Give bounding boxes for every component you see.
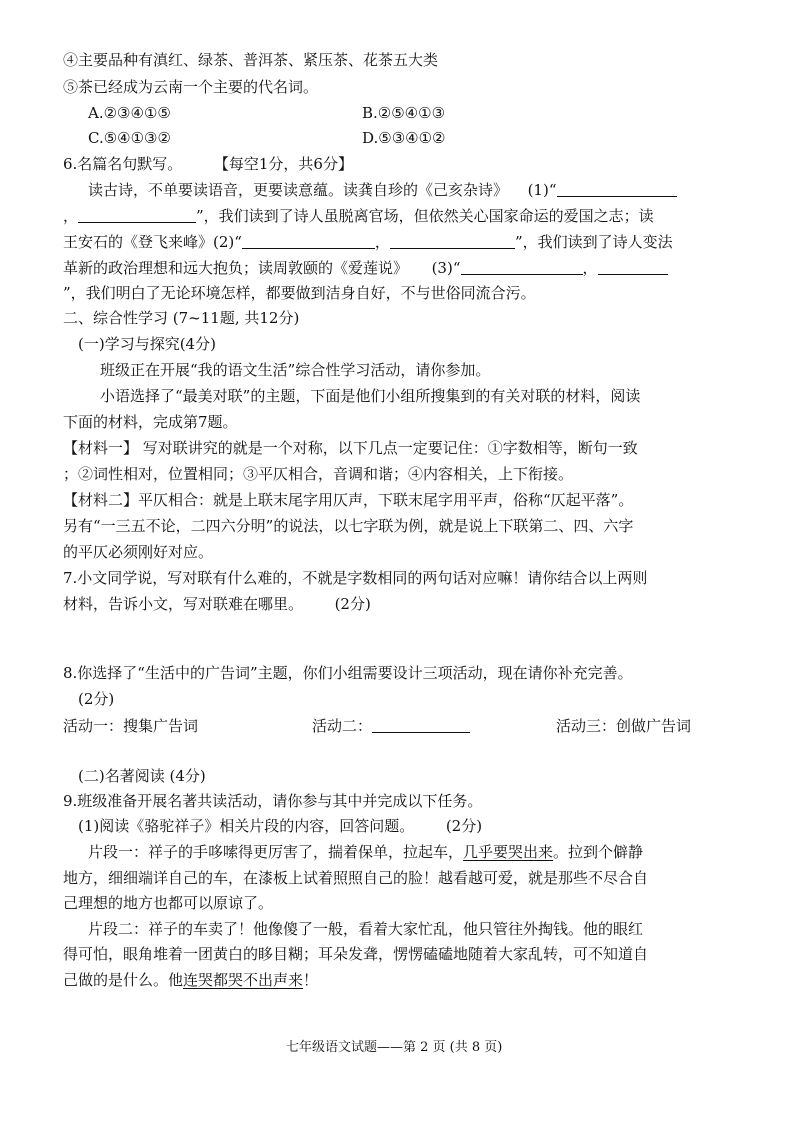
q5-option-a: A.②③④①⑤ [88,104,171,122]
fragment-2-text-a: 己做的是什么。他 [63,971,184,989]
q6-blank-6[interactable] [598,258,668,275]
fragment-1-text-a: 片段一：祥子的手哆嗦得更厉害了，揣着保单，拉起车， [88,843,464,861]
q8-line-1: 8.你选择了“生活中的广告词”主题，你们小组需要设计三项活动，现在请你补充完善。 [63,664,633,682]
fragment-2-underlined: 连哭都哭不出声来 [183,971,304,989]
activity-3: 活动三：创做广告词 [556,717,692,735]
q6-line-2-text: ”，我们读到了诗人虽脱离官场，但依然关心国家命运的爱国之志；读 [196,207,654,225]
activity-1: 活动一：搜集广告词 [63,717,199,735]
material-1-line-2: ；②词性相对，位置相同；③平仄相合，音调和谐；④内容相关，上下衔接。 [63,465,574,483]
fragment-2-line-3 [63,970,318,990]
q5-option-c: C.⑤④①③② [88,129,171,147]
q6-blank-4[interactable] [390,232,515,249]
theme-paragraph-line-1: 小语选择了“最美对联”的主题，下面是他们小组所搜集到的有关对联的材料，阅读 [100,387,641,405]
fragment-1-line-1 [88,842,643,862]
q6-line-2 [63,206,654,226]
q6-blank-3[interactable] [242,232,375,249]
q7-line-2 [63,594,371,614]
fragment-2-text-b: ！ [303,971,319,989]
fragment-1-line-3: 己理想的地方也都可以原谅了。 [63,894,274,912]
q6-line-3-text-a: 王安石的《登飞来峰》(2)“ [63,233,242,251]
q6-blank-5[interactable] [461,258,583,275]
activity-2-label: 活动二： [312,717,373,735]
activity-2 [312,716,470,736]
q6-line-3-text-b: ”，我们读到了诗人变法 [514,233,673,251]
q6-comma-1: ， [63,207,79,225]
q5-option-b: B.②⑤④①③ [362,104,446,122]
fragment-2-line-2: 得可怕，眼角堆着一团黄白的眵目糊；耳朵发聋，愣愣磕磕地随着大家乱转，可不知道自 [63,945,649,963]
intro-paragraph: 班级正在开展“我的语文生活”综合性学习活动，请你参加。 [100,361,491,379]
q6-comma-3: ， [582,259,598,277]
subsection-2-title: (二)名著阅读 (4分) [78,767,206,785]
subsection-1-title: (一)学习与探究(4分) [78,335,216,353]
q6-line-1-text: 读古诗，不单要读语音，更要读意蕴。读龚自珍的《己亥杂诗》 [88,181,509,199]
q6-comma-2: ， [374,233,390,251]
q6-line-5: ”，我们明白了无论环境怎样，都要做到洁身自好，不与世俗同流合污。 [63,284,536,302]
q5-item-5: ⑤茶已经成为云南一个主要的代名词。 [63,78,319,96]
fragment-1-line-2: 地方，细细端详自己的车，在漆板上试着照照自己的脸！越看越可爱，就是那些不尽合自 [63,869,649,887]
theme-paragraph-line-2: 下面的材料，完成第7题。 [63,413,238,431]
section-2-title: 二、综合性学习 (7~11题, 共12分) [63,309,300,327]
material-2-line-3: 的平仄必须刚好对应。 [63,543,214,561]
q5-option-d: D.⑤③④①② [362,129,446,147]
q7-score: (2分) [334,595,371,613]
q9-subquestion-1 [78,816,482,836]
q6-blank-2[interactable] [78,206,196,223]
fragment-1-underlined: 几乎要哭出来 [463,843,554,861]
q6-line-3 [63,232,673,252]
q6-heading [63,154,353,174]
q6-blank-1[interactable] [557,180,677,197]
q6-score: 【每空1分，共6分】 [213,155,353,173]
q6-line-1 [88,180,677,200]
q9-subquestion-1-text: (1)阅读《骆驼祥子》相关片段的内容，回答问题。 [78,817,415,835]
activity-2-blank[interactable] [372,716,470,733]
q6-title: 6.名篇名句默写。 [63,155,183,173]
q9-score: (2分) [445,817,483,835]
fragment-1-text-b: 。拉到个僻静 [553,843,644,861]
q7-line-1: 7.小文同学说，写对联有什么难的，不就是字数相同的两句话对应嘛！请你结合以上两则 [63,569,648,587]
material-1-line-1: 【材料一】 写对联讲究的就是一个对称，以下几点一定要记住：①字数相等，断句一致 [63,439,638,457]
q6-line-4 [63,258,668,278]
q6-blank-5-open: (3)“ [431,259,461,277]
q6-blank-1-open: (1)“ [527,181,557,199]
fragment-2-line-1: 片段二：祥子的车卖了！他像傻了一般，看着大家忙乱，他只管往外掏钱。他的眼红 [88,920,644,938]
material-2-line-2: 另有“一三五不论，二四六分明”的说法，以七字联为例，就是说上下联第二、四、六字 [63,517,634,535]
q7-line-2-text: 材料，告诉小文，写对联难在哪里。 [63,595,304,613]
material-2-line-1: 【材料二】平仄相合：就是上联末尾字用仄声，下联末尾字用平声，俗称“仄起平落”。 [63,491,634,509]
q8-score: (2分) [78,690,115,708]
q9-line-1: 9.班级准备开展名著共读活动，请你参与其中并完成以下任务。 [63,792,483,810]
page-footer: 七年级语文试题——第 2 页 (共 8 页) [286,1040,503,1055]
q6-line-4-text: 革新的政治理想和远大抱负；读周敦颐的《爱莲说》 [63,259,409,277]
q5-item-4: ④主要品种有滇红、绿茶、普洱茶、紧压茶、花茶五大类 [63,51,439,69]
